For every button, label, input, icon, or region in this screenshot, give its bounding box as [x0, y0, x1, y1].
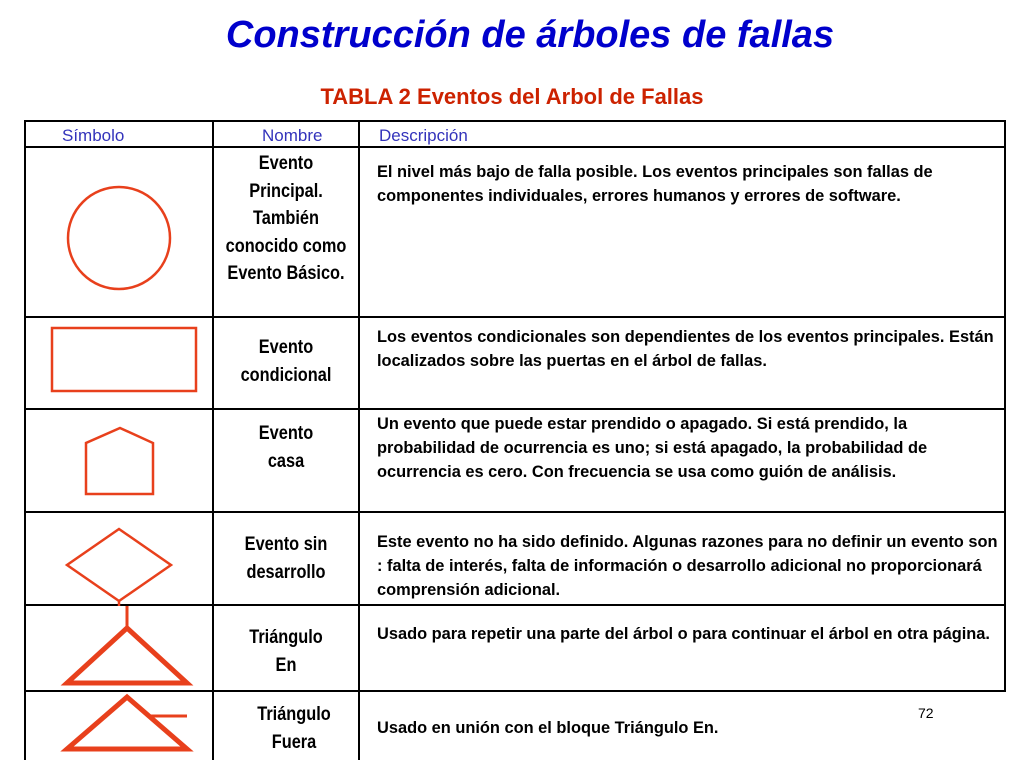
row-description: Un evento que puede estar prendido o apagado. Si está prendido, la probabilidad de ocurrencia es uno; si está apagado, la probabilidad de ocurrencia es cero. Con frecuencia se usa como guión de análisis.	[377, 415, 928, 481]
diamond-icon	[67, 529, 171, 606]
header-symbol: Símbolo	[62, 126, 125, 145]
rectangle-icon	[52, 328, 196, 391]
row-description: Usado en unión con el bloque Triángulo En.	[377, 719, 719, 737]
row-name: Evento Principal. También conocido como Evento Básico.	[225, 153, 347, 284]
row-description: Los eventos condicionales son dependientes de los eventos principales. Están localizados sobre las puertas en el árbol de fallas.	[377, 328, 994, 370]
header-description: Descripción	[379, 126, 468, 145]
triangle-in-icon	[67, 606, 187, 683]
page-title: Construcción de árboles de fallas	[225, 14, 835, 56]
row-name: Triángulo En	[249, 627, 323, 676]
row-description: El nivel más bajo de falla posible. Los eventos principales son fallas de componentes individuales, errores humanos y errores de software.	[377, 163, 933, 205]
page-number: 72	[918, 705, 934, 721]
row-name: Evento sin desarrollo	[244, 534, 328, 583]
house-icon	[86, 428, 153, 494]
row-name: Evento condicional	[240, 337, 332, 386]
row-name: Evento casa	[258, 423, 314, 472]
triangle-out-icon	[67, 697, 187, 749]
table-title: TABLA 2 Eventos del Arbol de Fallas	[320, 84, 704, 109]
row-description: Usado para repetir una parte del árbol o para continuar el árbol en otra página.	[377, 625, 990, 643]
header-name: Nombre	[262, 126, 323, 145]
row-name: Triángulo Fuera	[257, 704, 331, 753]
circle-icon	[68, 187, 170, 289]
row-description: Este evento no ha sido definido. Algunas razones para no definir un evento son : falta de interés, falta de información o desarrollo adicional no proporcionará comprensión adicional.	[377, 533, 998, 599]
